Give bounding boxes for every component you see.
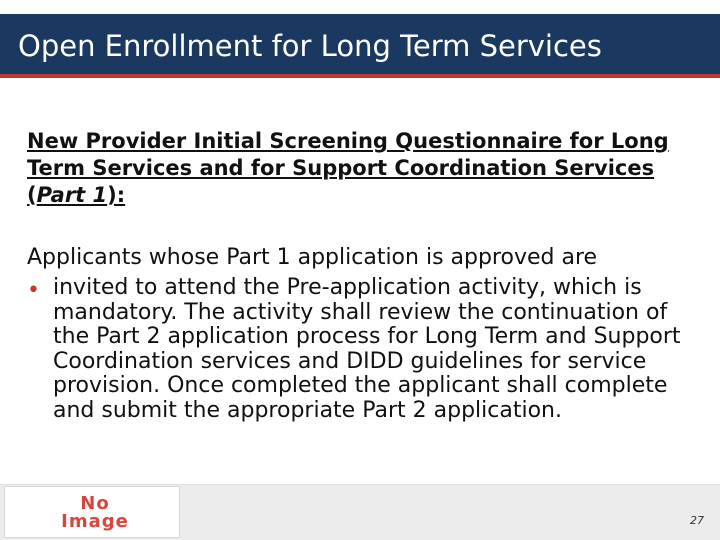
no-image-placeholder xyxy=(4,486,180,538)
bullet-text: invited to attend the Pre-application activity, which is mandatory. The activity shall review the continuation of the Part 2 application process for Long Term and Support Coordination services and DIDD guidelines for service provision. Once completed the applicant shall complete and submit the appropriate Part 2 application. xyxy=(53,275,681,423)
page-number: 27 xyxy=(690,514,704,527)
subtitle-part: Part 1 xyxy=(36,183,108,207)
body-intro: Applicants whose Part 1 application is approved are xyxy=(27,245,598,270)
title-bar xyxy=(0,14,720,78)
subtitle-main: New Provider Initial Screening Questionnaire for Long Term Services and for Support Coordination Services ( xyxy=(27,129,669,207)
slide-title: Open Enrollment for Long Term Services xyxy=(18,29,602,63)
bullet-marker: • xyxy=(27,278,40,303)
no-image-label: No Image xyxy=(61,493,129,532)
subtitle-end: ): xyxy=(107,183,126,207)
slide-subtitle xyxy=(27,128,697,209)
